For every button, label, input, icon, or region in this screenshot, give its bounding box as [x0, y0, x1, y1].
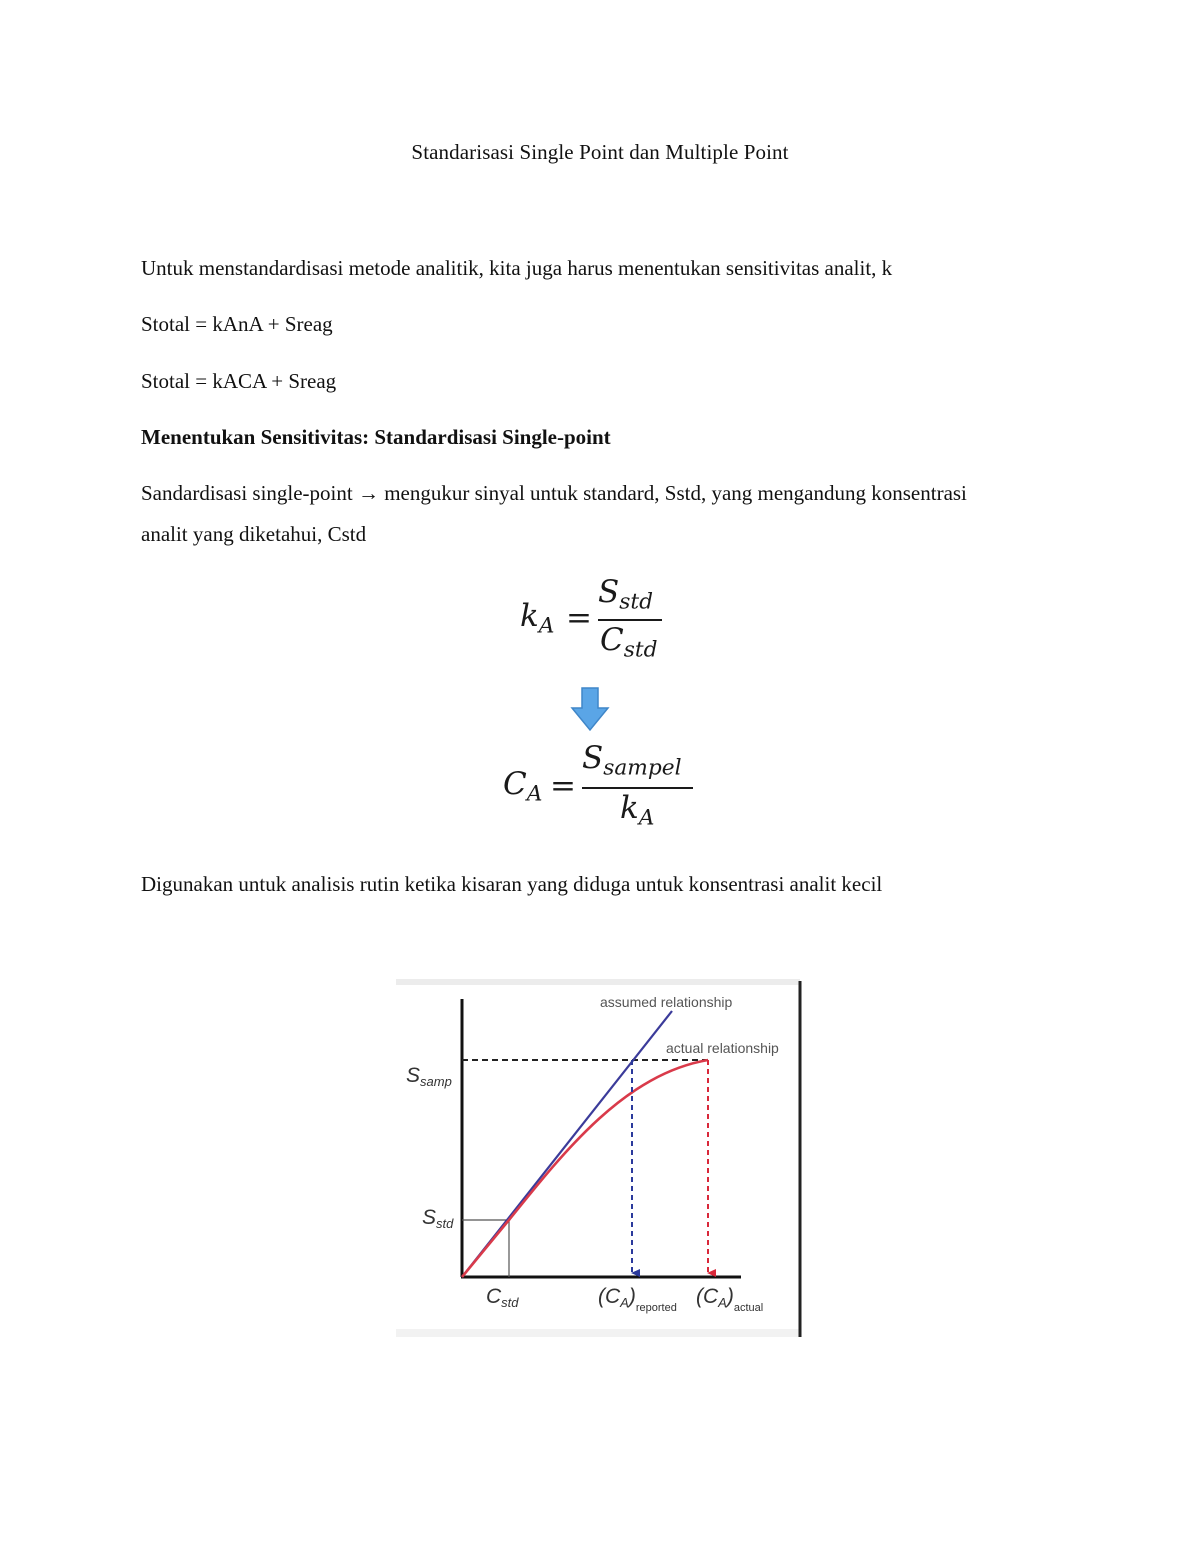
- formula-stotal-2: Stotal = kACA + Sreag: [141, 369, 337, 393]
- equation-1-fraction-bar: [598, 619, 662, 621]
- formula-stotal-1: Stotal = kAnA + Sreag: [141, 312, 333, 336]
- intro-paragraph: Untuk menstandardisasi metode analitik, kita juga harus menentukan sensitivitas analit, k: [141, 256, 893, 280]
- page-title: Standarisasi Single Point dan Multiple Point: [411, 140, 789, 164]
- usage-paragraph: Digunakan untuk analisis rutin ketika kisaran yang diduga untuk konsentrasi analit kecil: [141, 872, 883, 896]
- equation-1-equals: =: [566, 600, 592, 636]
- definition-line-2: analit yang diketahui, Cstd: [141, 522, 367, 546]
- actual-relationship-label: actual relationship: [666, 1040, 779, 1056]
- definition-line-1: Sandardisasi single-point → mengukur sinyal untuk standard, Sstd, yang mengandung konsentrasi: [141, 481, 967, 505]
- equation-1-denominator: $C_{std}$: [600, 622, 658, 663]
- c-std-label: Cstd: [486, 1285, 519, 1310]
- ca-actual-label: $(CA)_{actual}$: [696, 1285, 764, 1314]
- equation-2-equals: =: [550, 768, 576, 804]
- assumed-relationship-label: assumed relationship: [600, 994, 733, 1010]
- section-heading: Menentukan Sensitivitas: Standardisasi Single-point: [141, 425, 611, 449]
- ca-reported-label: $(CA)_{reported}$: [598, 1285, 677, 1314]
- equation-1-lhs: $k_A$: [520, 598, 555, 639]
- s-samp-label: Ssamp: [406, 1064, 452, 1089]
- equation-2-numerator: $S_{sampel}$: [582, 740, 682, 781]
- equation-2-denominator: $k_A$: [620, 790, 655, 831]
- s-std-label: Sstd: [422, 1206, 454, 1231]
- equation-2-lhs: $C_A$: [503, 766, 543, 807]
- calibration-figure: [396, 979, 804, 1339]
- equation-1-numerator: $S_{std}$: [598, 574, 653, 615]
- equation-2-fraction-bar: [582, 787, 693, 789]
- figure-top-shade: [396, 979, 800, 985]
- figure-bottom-shade: [396, 1329, 800, 1337]
- down-arrow-icon: [570, 686, 610, 732]
